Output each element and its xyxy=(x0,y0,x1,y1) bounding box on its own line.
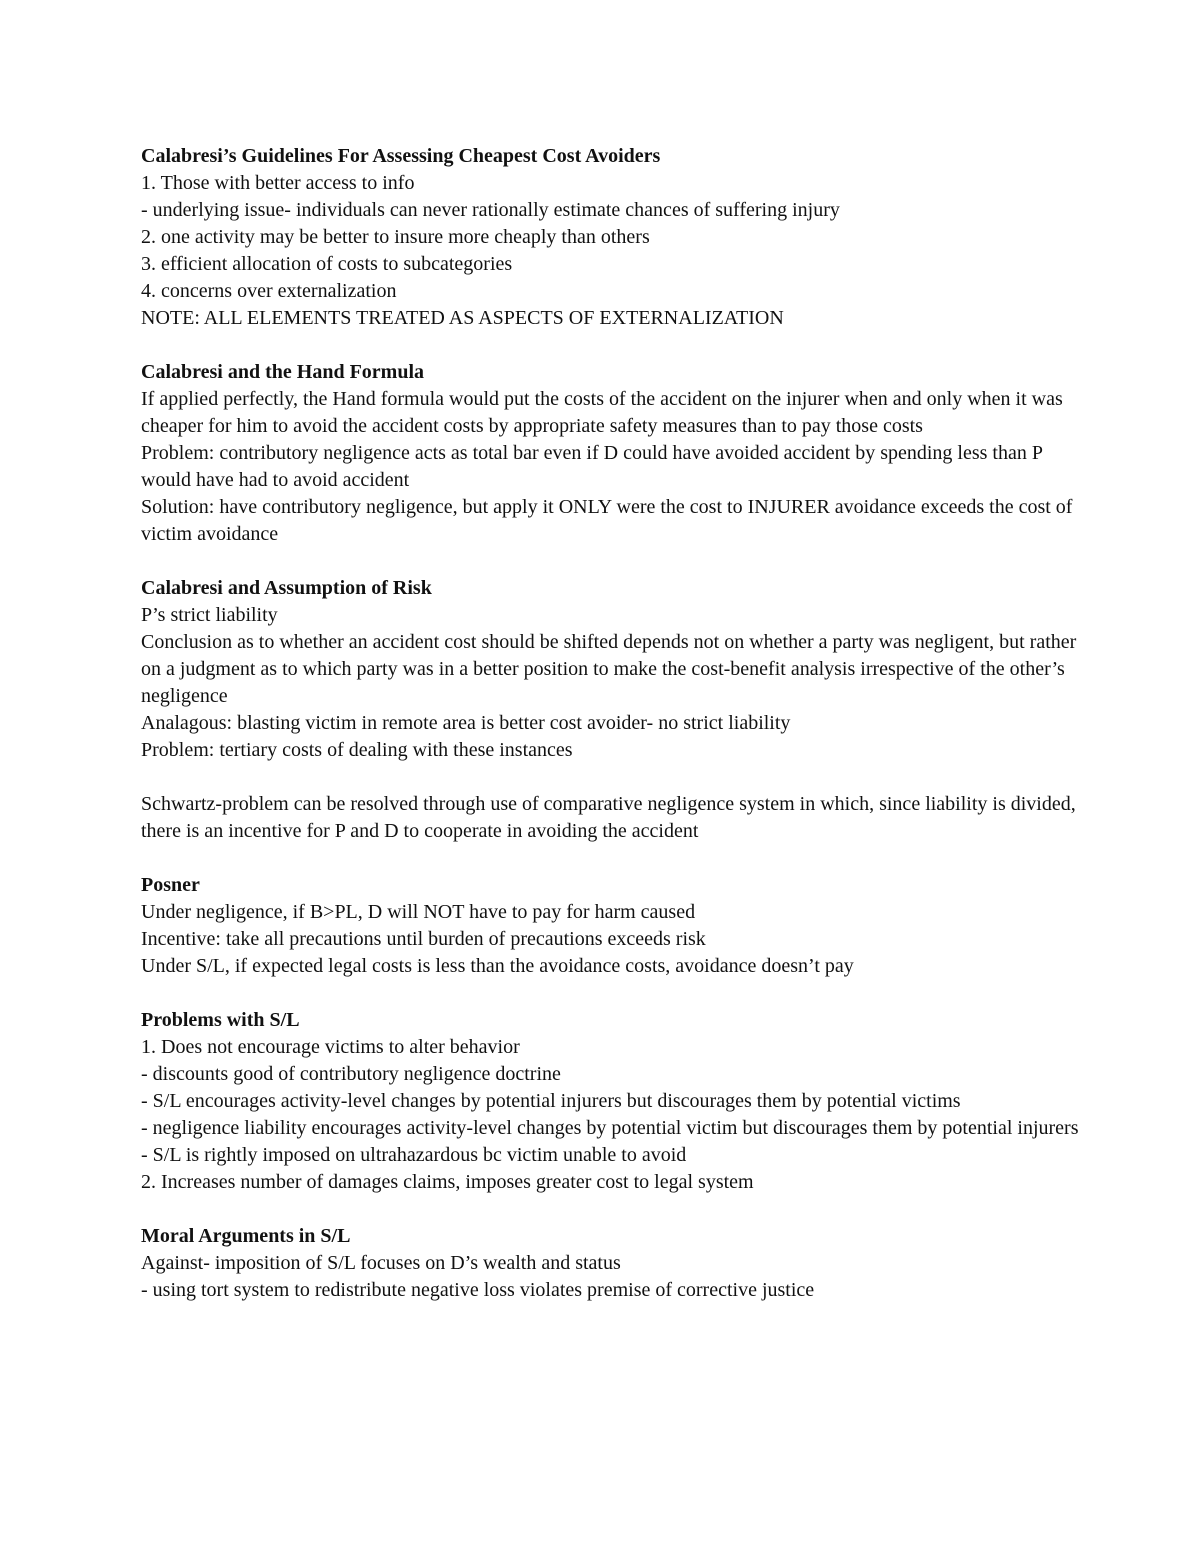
text-paragraph: Problem: contributory negligence acts as total bar even if D could have avoided accident by spending less than P would have had to avoid accident xyxy=(141,442,1043,491)
section-heading: Calabresi and Assumption of Risk xyxy=(141,577,432,599)
text-line: Against- imposition of S/L focuses on D’s wealth and status xyxy=(141,1252,621,1274)
section-cheapest-cost-avoiders xyxy=(141,143,1081,332)
text-line: NOTE: ALL ELEMENTS TREATED AS ASPECTS OF EXTERNALIZATION xyxy=(141,307,784,329)
text-line: 2. Increases number of damages claims, imposes greater cost to legal system xyxy=(141,1171,754,1193)
text-line: - using tort system to redistribute negative loss violates premise of corrective justice xyxy=(141,1279,815,1301)
text-paragraph: Solution: have contributory negligence, but apply it ONLY were the cost to INJURER avoidance exceeds the cost of victim avoidance xyxy=(141,496,1073,545)
section-heading: Problems with S/L xyxy=(141,1009,300,1031)
text-line: Problem: tertiary costs of dealing with these instances xyxy=(141,739,573,761)
section-moral-arguments xyxy=(141,1223,1081,1304)
text-line: - S/L is rightly imposed on ultrahazardous bc victim unable to avoid xyxy=(141,1144,687,1166)
text-paragraph: - negligence liability encourages activity-level changes by potential victim but discourages them by potential injurers xyxy=(141,1117,1079,1139)
text-line: Under S/L, if expected legal costs is less than the avoidance costs, avoidance doesn’t pay xyxy=(141,955,854,977)
section-problems-with-sl xyxy=(141,1007,1081,1196)
text-line: 4. concerns over externalization xyxy=(141,280,397,302)
text-line: 1. Does not encourage victims to alter behavior xyxy=(141,1036,520,1058)
section-heading: Moral Arguments in S/L xyxy=(141,1225,351,1247)
section-assumption-of-risk xyxy=(141,575,1081,764)
text-line: 2. one activity may be better to insure more cheaply than others xyxy=(141,226,650,248)
text-line: 1. Those with better access to info xyxy=(141,172,415,194)
text-line: 3. efficient allocation of costs to subcategories xyxy=(141,253,513,275)
text-line: Incentive: take all precautions until burden of precautions exceeds risk xyxy=(141,928,706,950)
section-heading: Calabresi’s Guidelines For Assessing Cheapest Cost Avoiders xyxy=(141,145,661,167)
text-paragraph: Conclusion as to whether an accident cost should be shifted depends not on whether a party was negligent, but rather on a judgment as to which party was in a better position to make the cost-benefit analysis irrespective of the other’s negligence xyxy=(141,631,1077,707)
text-line: - underlying issue- individuals can never rationally estimate chances of suffering injury xyxy=(141,199,840,221)
section-hand-formula xyxy=(141,359,1081,548)
text-line: P’s strict liability xyxy=(141,604,278,626)
text-line: Analagous: blasting victim in remote area is better cost avoider- no strict liability xyxy=(141,712,791,734)
section-posner xyxy=(141,872,1081,980)
text-paragraph: If applied perfectly, the Hand formula would put the costs of the accident on the injurer when and only when it was cheaper for him to avoid the accident costs by appropriate safety measures than to pay those costs xyxy=(141,388,1063,437)
text-paragraph: Schwartz-problem can be resolved through use of comparative negligence system in which, since liability is divided, there is an incentive for P and D to cooperate in avoiding the accident xyxy=(141,793,1076,842)
section-heading: Calabresi and the Hand Formula xyxy=(141,361,424,383)
section-heading: Posner xyxy=(141,874,200,896)
section-schwartz xyxy=(141,791,1081,845)
text-line: Under negligence, if B>PL, D will NOT have to pay for harm caused xyxy=(141,901,696,923)
text-paragraph: - S/L encourages activity-level changes by potential injurers but discourages them by potential victims xyxy=(141,1090,961,1112)
document-page xyxy=(141,143,1081,1331)
text-line: - discounts good of contributory negligence doctrine xyxy=(141,1063,561,1085)
